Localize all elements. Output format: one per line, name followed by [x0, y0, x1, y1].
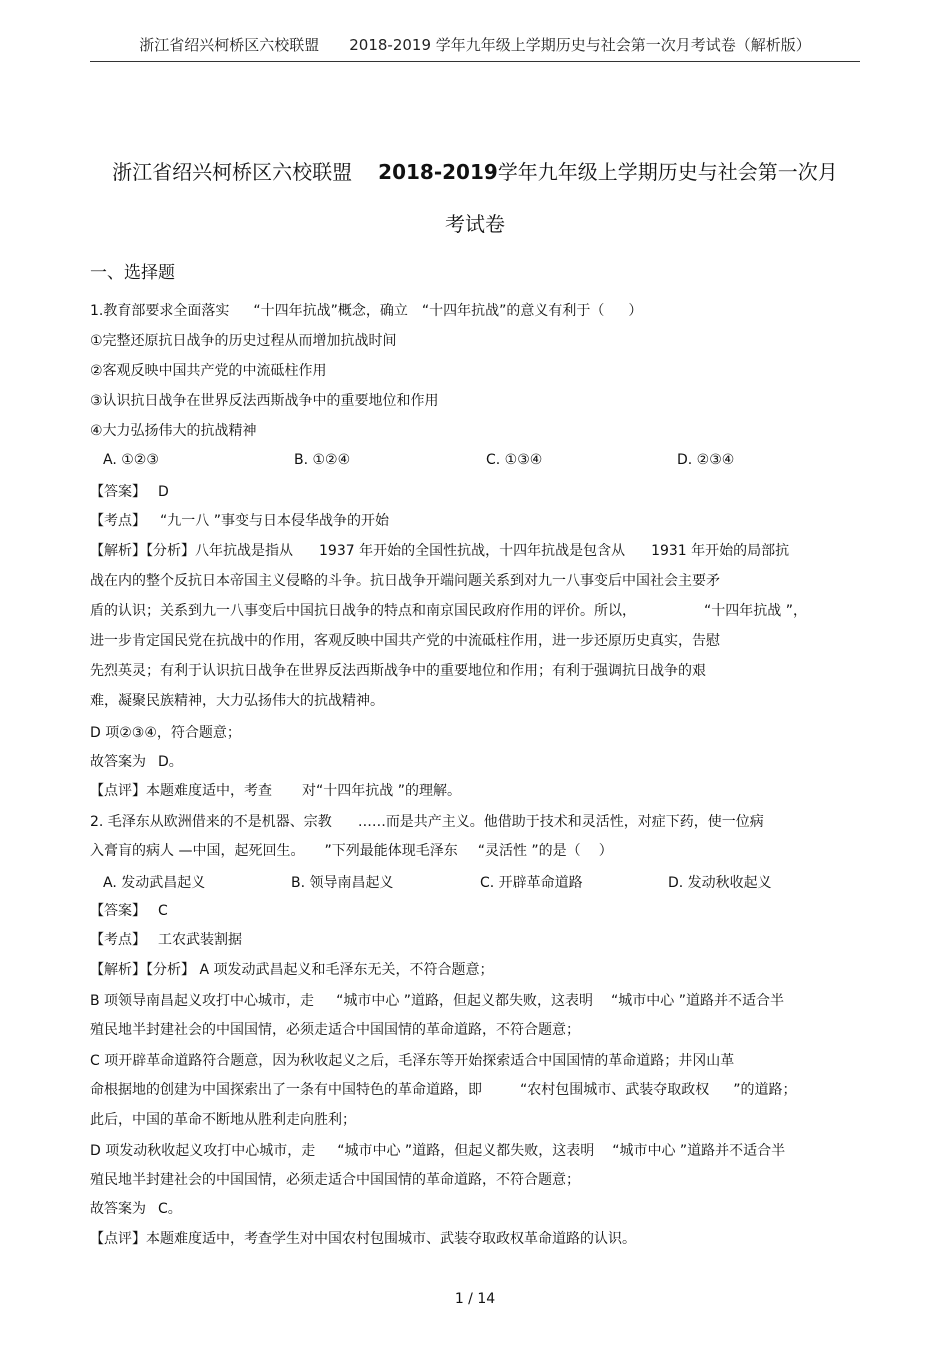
answer-label: 【答案】 — [90, 903, 146, 919]
q1-option-d: D. ②③④ — [677, 452, 735, 468]
q2-point — [90, 929, 242, 949]
q2-analysis-line — [90, 990, 784, 1010]
q2-stem2-b: ”下列最能体现毛泽东 — [324, 843, 458, 859]
q2-analysis-line — [90, 1079, 797, 1099]
q1-item: ②客观反映中国共产党的中流砥柱作用 — [90, 363, 327, 379]
answer-value: C — [158, 903, 168, 919]
q1-item: ①完整还原抗日战争的历史过程从而增加抗战时间 — [90, 333, 397, 349]
q2-stem — [90, 840, 613, 860]
q1-analysis-l3b: “十四年抗战 ”， — [704, 603, 807, 619]
q1-analysis-line — [90, 540, 789, 560]
header-exam-title: 2018-2019 学年九年级上学期历史与社会第一次月考试卷（解析版） — [349, 36, 811, 54]
q1-analysis-line: 战在内的整个反抗日本帝国主义侵略的斗争。抗日战争开端问题关系到对九一八事变后中国社会主要矛 — [90, 573, 720, 589]
title-rest: 学年九年级上学期历史与社会第一次月 — [497, 160, 838, 184]
q1-analysis-l1b: 1937 年开始的全国性抗战，十四年抗战是包含从 — [319, 543, 626, 559]
q1-item: ④大力弘扬伟大的抗战精神 — [90, 423, 257, 439]
q2-analysis-line — [90, 1140, 785, 1160]
q1-item: ③认识抗日战争在世界反法西斯战争中的重要地位和作用 — [90, 393, 439, 409]
q2-analysis-l7a: D 项发动秋收起义攻打中心城市，走 — [90, 1143, 316, 1159]
header-divider — [90, 61, 860, 62]
q1-analysis-l8b: D。 — [158, 754, 183, 770]
q2-analysis-l2b: “城市中心 ”道路，但起义都失败，这表明 — [336, 993, 594, 1009]
q2-analysis-l9a: 故答案为 — [90, 1201, 146, 1217]
q2-analysis-line: 殖民地半封建社会的中国国情，必须走适合中国国情的革命道路，不符合题意； — [90, 1172, 580, 1188]
q2-stem2-a: 入膏肓的病人 —中国，起死回生。 — [90, 843, 305, 859]
q2-stem — [90, 811, 764, 831]
q2-analysis-l7b: “城市中心 ”道路，但起义都失败，这表明 — [337, 1143, 595, 1159]
q2-stem2-d: ） — [598, 843, 613, 859]
q1-point — [90, 510, 389, 530]
q2-analysis-l5b: “农村包围城市、武装夺取政权 — [520, 1082, 710, 1098]
q1-analysis-line: 先烈英灵；有利于认识抗日战争在世界反法西斯战争中的重要地位和作用；有利于强调抗日战争的艰 — [90, 663, 706, 679]
title-school: 浙江省绍兴柯桥区六校联盟 — [112, 160, 353, 184]
q2-analysis-l5a: 命根据地的创建为中国探索出了一条有中国特色的革命道路，即 — [90, 1082, 482, 1098]
q1-comment-a: 【点评】本题难度适中，考查 — [90, 783, 272, 799]
q1-analysis-l3a: 盾的认识；关系到九一八事变后中国抗日战争的特点和南京国民政府作用的评价。所以， — [90, 603, 636, 619]
q1-comment — [90, 780, 461, 800]
q2-stem2-c: “灵活性 ”的是（ — [477, 843, 581, 859]
q2-option-b: B. 领导南昌起义 — [291, 875, 394, 891]
q1-analysis-l1a: 【解析】【分析】八年抗战是指从 — [90, 543, 293, 559]
point-label: 【考点】 — [90, 932, 146, 948]
q2-analysis-l7c: “城市中心 ”道路并不适合半 — [612, 1143, 786, 1159]
q1-option-c: C. ①③④ — [486, 452, 543, 468]
point-value: 工农武装割据 — [158, 932, 242, 948]
q1-stem-c: ”概念，确立 — [330, 303, 408, 319]
q1-analysis-line — [90, 751, 183, 771]
q1-analysis-line — [90, 600, 807, 620]
q1-analysis-l8a: 故答案为 — [90, 754, 146, 770]
q1-analysis-line: D 项②③④，符合题意； — [90, 725, 241, 741]
q2-option-c: C. 开辟革命道路 — [480, 875, 583, 891]
q2-analysis-l2c: “城市中心 ”道路并不适合半 — [611, 993, 784, 1009]
q2-analysis-line: C 项开辟革命道路符合题意，因为秋收起义之后，毛泽东等开始探索适合中国国情的革命道路；井冈山革 — [90, 1053, 735, 1069]
running-header — [0, 34, 950, 55]
q2-analysis-l2a: B 项领导南昌起义攻打中心城市，走 — [90, 993, 315, 1009]
q1-analysis-line: 进一步肯定国民党在抗战中的作用，客观反映中国共产党的中流砥柱作用，进一步还原历史真实，告慰 — [90, 633, 720, 649]
answer-label: 【答案】 — [90, 484, 146, 500]
q2-answer — [90, 900, 168, 920]
q2-option-d: D. 发动秋收起义 — [668, 875, 772, 891]
page-title-line2: 考试卷 — [445, 212, 505, 236]
q1-stem-a: 1.教育部要求全面落实 — [90, 303, 230, 319]
q1-stem-b: “十四年抗战 — [253, 303, 331, 319]
q2-analysis-line: 殖民地半封建社会的中国国情，必须走适合中国国情的革命道路，不符合题意； — [90, 1022, 580, 1038]
q2-analysis-line — [90, 1198, 182, 1218]
q1-option-a: A. ①②③ — [103, 452, 159, 468]
q2-analysis-l9b: C。 — [158, 1201, 182, 1217]
q2-analysis-line: 【解析】【分析】 A 项发动武昌起义和毛泽东无关，不符合题意； — [90, 962, 494, 978]
point-label: 【考点】 — [90, 513, 146, 529]
q1-stem-e: ”的意义有利于（ — [499, 303, 605, 319]
q2-analysis-l5c: ”的道路； — [733, 1082, 797, 1098]
q1-stem-d: “十四年抗战 — [421, 303, 500, 319]
point-value: “九一八 ”事变与日本侵华战争的开始 — [160, 513, 389, 529]
q2-analysis-line: 此后，中国的革命不断地从胜利走向胜利； — [90, 1112, 356, 1128]
header-school: 浙江省绍兴柯桥区六校联盟 — [139, 36, 320, 54]
q1-answer — [90, 481, 169, 501]
q1-option-b: B. ①②④ — [294, 452, 351, 468]
q1-analysis-line: 难，凝聚民族精神，大力弘扬伟大的抗战精神。 — [90, 693, 384, 709]
q1-comment-b: 对“十四年抗战 ”的理解。 — [302, 783, 461, 799]
answer-value: D — [158, 484, 169, 500]
q2-option-a: A. 发动武昌起义 — [103, 875, 206, 891]
title-year: 2018-2019 — [378, 160, 498, 184]
page-number: 1 / 14 — [454, 1291, 496, 1307]
q1-stem-f: ） — [628, 303, 643, 319]
q1-analysis-l1c: 1931 年开始的局部抗 — [651, 543, 790, 559]
section-heading: 一、选择题 — [90, 263, 175, 283]
page-title — [0, 156, 950, 185]
q2-stem1-a: 2. 毛泽东从欧洲借来的不是机器、宗教 — [90, 814, 332, 830]
q1-stem — [90, 300, 642, 320]
q2-stem1-b: ……而是共产主义。他借助于技术和灵活性，对症下药，使一位病 — [357, 814, 764, 830]
q2-comment: 【点评】本题难度适中，考查学生对中国农村包围城市、武装夺取政权革命道路的认识。 — [90, 1231, 636, 1247]
